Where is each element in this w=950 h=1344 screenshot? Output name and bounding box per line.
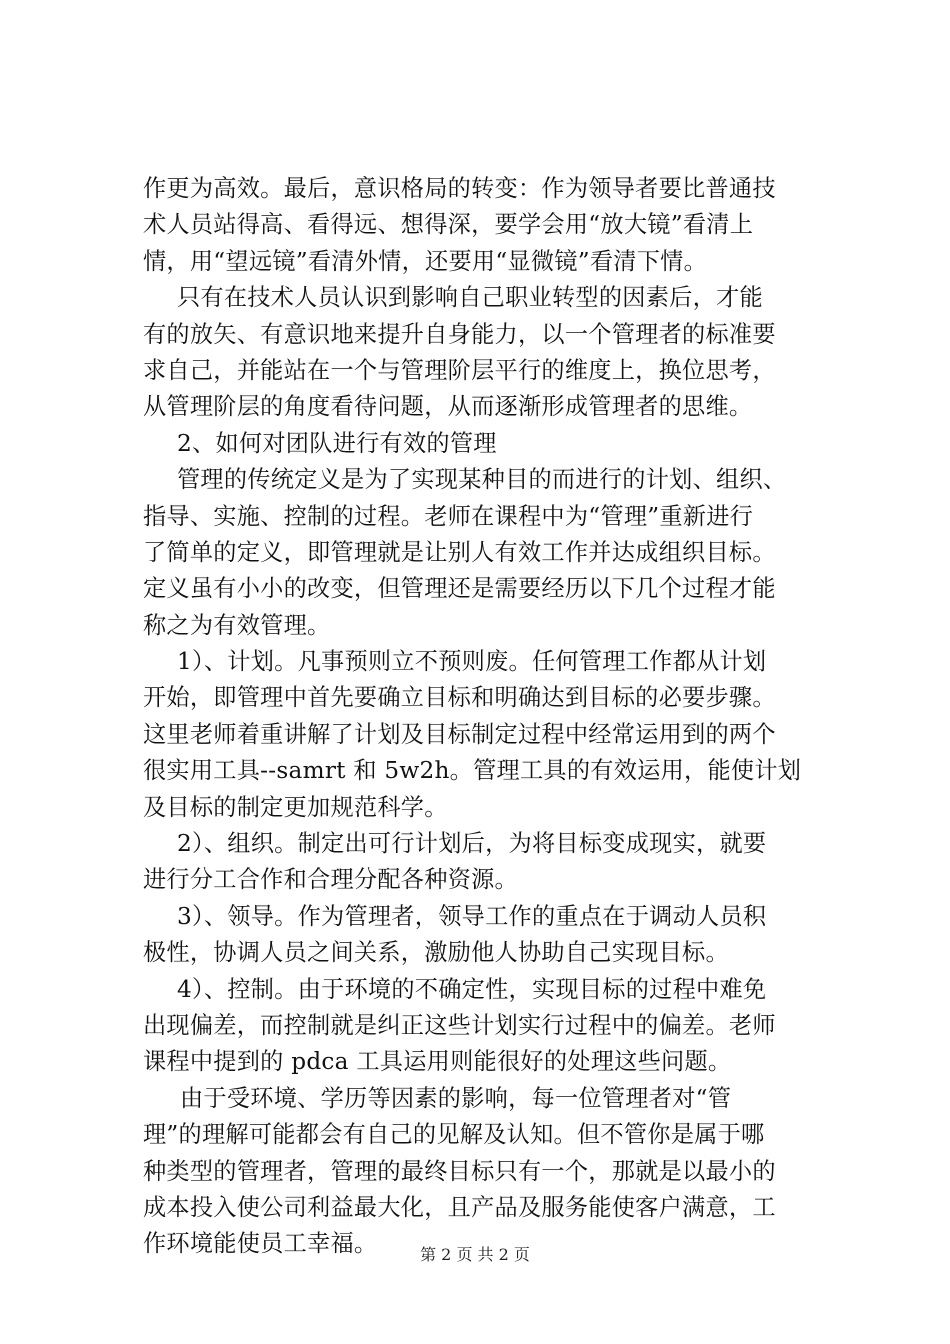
text-line: 从管理阶层的角度看待问题，从而逐渐形成管理者的思维。 [143,393,753,421]
text-line: 极性，协调人员之间关系，激励他人协助自己实现目标。 [143,939,729,967]
text-line: 种类型的管理者，管理的最终目标只有一个，那就是以最小的 [143,1157,776,1185]
text-line: 有的放矢、有意识地来提升自身能力，以一个管理者的标准要 [143,320,776,348]
text-line: 进行分工合作和合理分配各种资源。 [143,866,518,894]
document-body [143,171,823,1263]
text-line: 了简单的定义，即管理就是让别人有效工作并达成组织目标。 [143,538,776,566]
section-heading: 2、如何对团队进行有效的管理 [177,429,497,457]
list-item-lead: 3）、领导。作为管理者，领导工作的重点在于调动人员积 [177,902,767,930]
text-line: 这里老师着重讲解了计划及目标制定过程中经常运用到的两个 [143,720,776,748]
list-item-organize: 2）、组织。制定出可行计划后，为将目标变成现实，就要 [177,830,767,858]
paragraph-start-line: 由于受环境、学历等因素的影响，每一位管理者对“管 [180,1084,732,1112]
page-footer: 第 2 页 共 2 页 [420,1245,530,1264]
text-line: 开始，即管理中首先要确立目标和明确达到目标的必要步骤。 [143,684,776,712]
text-line: 定义虽有小小的改变，但管理还是需要经历以下几个过程才能 [143,575,776,603]
text-line: 指导、实施、控制的过程。老师在课程中为“管理”重新进行 [143,502,754,530]
text-line: 术人员站得高、看得远、想得深，要学会用“放大镜”看清上 [143,211,754,239]
paragraph-start-line: 管理的传统定义是为了实现某种目的而进行的计划、组织、 [177,466,787,494]
text-line: 作更为高效。最后，意识格局的转变：作为领导者要比普通技 [143,175,776,202]
text-line: 很实用工具--samrt 和 5w2h。管理工具的有效运用，能使计划 [143,757,802,785]
text-line: 出现偏差，而控制就是纠正这些计划实行过程中的偏差。老师 [143,1011,776,1039]
text-line: 情，用“望远镜”看清外情，还要用“显微镜”看清下情。 [143,247,708,275]
text-line: 称之为有效管理。 [143,611,331,639]
list-item-plan: 1）、计划。凡事预则立不预则废。任何管理工作都从计划 [177,648,767,676]
text-line: 及目标的制定更加规范科学。 [143,793,448,821]
list-item-control: 4）、控制。由于环境的不确定性，实现目标的过程中难免 [177,975,767,1003]
paragraph-start-line: 只有在技术人员认识到影响自己职业转型的因素后，才能 [177,284,763,312]
text-line: 求自己，并能站在一个与管理阶层平行的维度上，换位思考， [143,356,776,384]
text-line: 作环境能使员工幸福。 [143,1230,378,1258]
text-line: 课程中提到的 pdca 工具运用则能很好的处理这些问题。 [143,1048,732,1076]
text-line: 成本投入使公司利益最大化，且产品及服务能使客户满意，工 [143,1193,776,1221]
text-line: 理”的理解可能都会有自己的见解及认知。但不管你是属于哪 [143,1121,765,1149]
